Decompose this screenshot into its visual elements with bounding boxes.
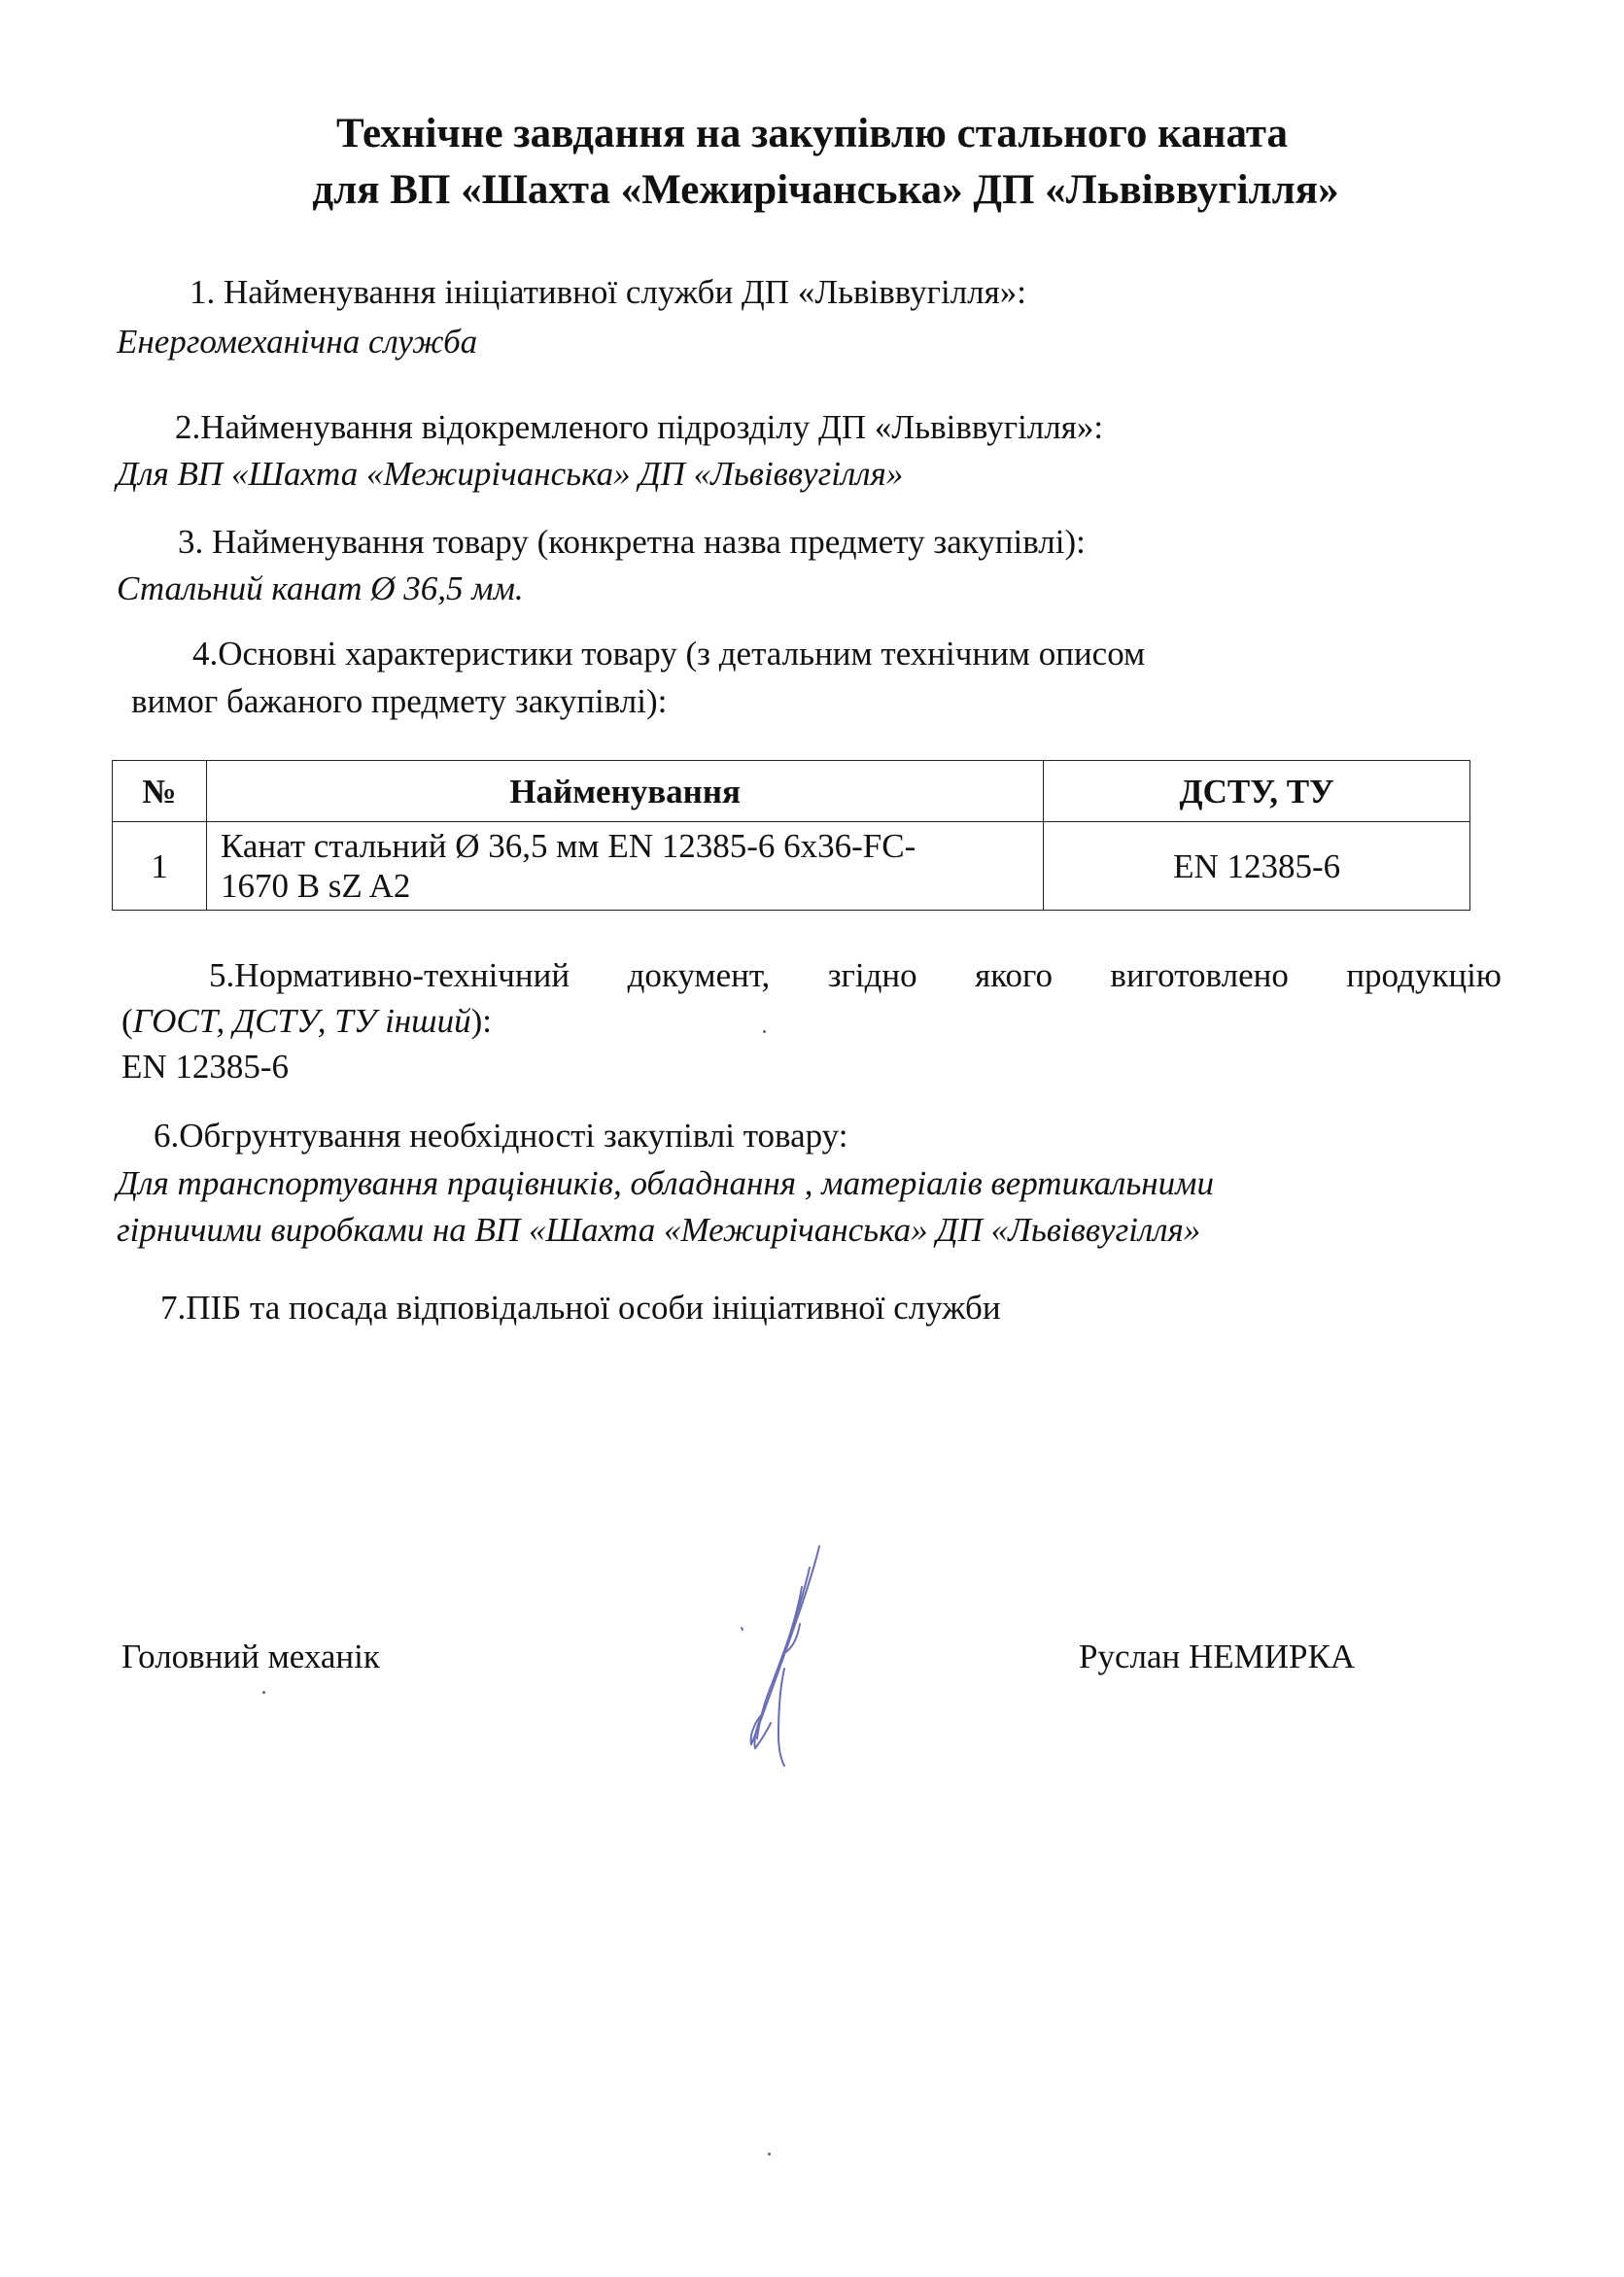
header-name: Найменування	[206, 761, 1043, 822]
header-num: №	[113, 761, 207, 822]
section-6-heading: 6.Обгрунтування необхідності закупівлі товару:	[154, 1117, 848, 1155]
signoff-position: Головний механік	[121, 1638, 380, 1675]
row-name-line1: Канат стальний Ø 36,5 мм EN 12385-6 6х36-FC-	[220, 827, 916, 865]
section-6-value-line2: гірничими виробками на ВП «Шахта «Межирічанська» ДП «Львіввугілля»	[117, 1211, 1201, 1249]
paren-open: (	[121, 1002, 133, 1040]
row-name	[206, 822, 1043, 911]
row-standard: EN 12385-6	[1044, 822, 1470, 911]
section-3-value: Стальний канат Ø 36,5 мм.	[117, 569, 524, 607]
section-5-word: згідно	[827, 956, 917, 994]
section-4-heading-line1: 4.Основні характеристики товару (з детальним технічним описом	[192, 635, 1146, 673]
paren-close: ):	[470, 1002, 492, 1040]
product-table	[112, 760, 1470, 911]
handwritten-signature	[734, 1540, 841, 1774]
section-6-value-line1: Для транспортування працівників, обладнання , матеріалів вертикальними	[117, 1164, 1214, 1202]
table-row	[113, 822, 1470, 911]
signoff-name: Руслан НЕМИРКА	[1079, 1638, 1356, 1675]
section-1-heading: 1. Найменування ініціативної служби ДП «Львіввугілля»:	[190, 273, 1026, 311]
section-2-heading: 2.Найменування відокремленого підрозділу ДП «Львіввугілля»:	[175, 408, 1104, 446]
section-7-heading: 7.ПІБ та посада відповідальної особи ініціативної служби	[160, 1289, 1001, 1327]
section-5-word: якого	[975, 956, 1053, 994]
section-5-heading	[121, 954, 1502, 997]
table-header-row	[113, 761, 1470, 822]
row-name-line2: 1670 B sZ A2	[220, 867, 411, 905]
section-5-value: EN 12385-6	[121, 1048, 290, 1086]
scan-speck	[768, 2153, 771, 2156]
section-5-standards-note	[121, 1000, 492, 1043]
standards-list: ГОСТ, ДСТУ, ТУ інший	[132, 1002, 471, 1040]
section-3-heading: 3. Найменування товару (конкретна назва предмету закупівлі):	[178, 523, 1086, 561]
row-num: 1	[113, 822, 207, 911]
section-5-word: продукцію	[1346, 956, 1502, 994]
header-standard: ДСТУ, ТУ	[1044, 761, 1470, 822]
section-4-heading-line2: вимог бажаного предмету закупівлі):	[131, 682, 668, 720]
scan-speck	[262, 1691, 265, 1694]
section-2-value: Для ВП «Шахта «Межирічанська» ДП «Львіввугілля»	[117, 455, 904, 493]
scan-speck	[763, 1030, 766, 1033]
document-title-line1: Технічне завдання на закупівлю стального каната	[335, 111, 1289, 156]
document-title-line2: для ВП «Шахта «Межирічанська» ДП «Львіввугілля»	[312, 167, 1339, 213]
section-5-word: виготовлено	[1110, 956, 1289, 994]
section-5-word: 5.Нормативно-технічний	[209, 956, 570, 994]
section-1-value: Енергомеханічна служба	[117, 323, 478, 361]
section-5-word: документ,	[627, 956, 771, 994]
